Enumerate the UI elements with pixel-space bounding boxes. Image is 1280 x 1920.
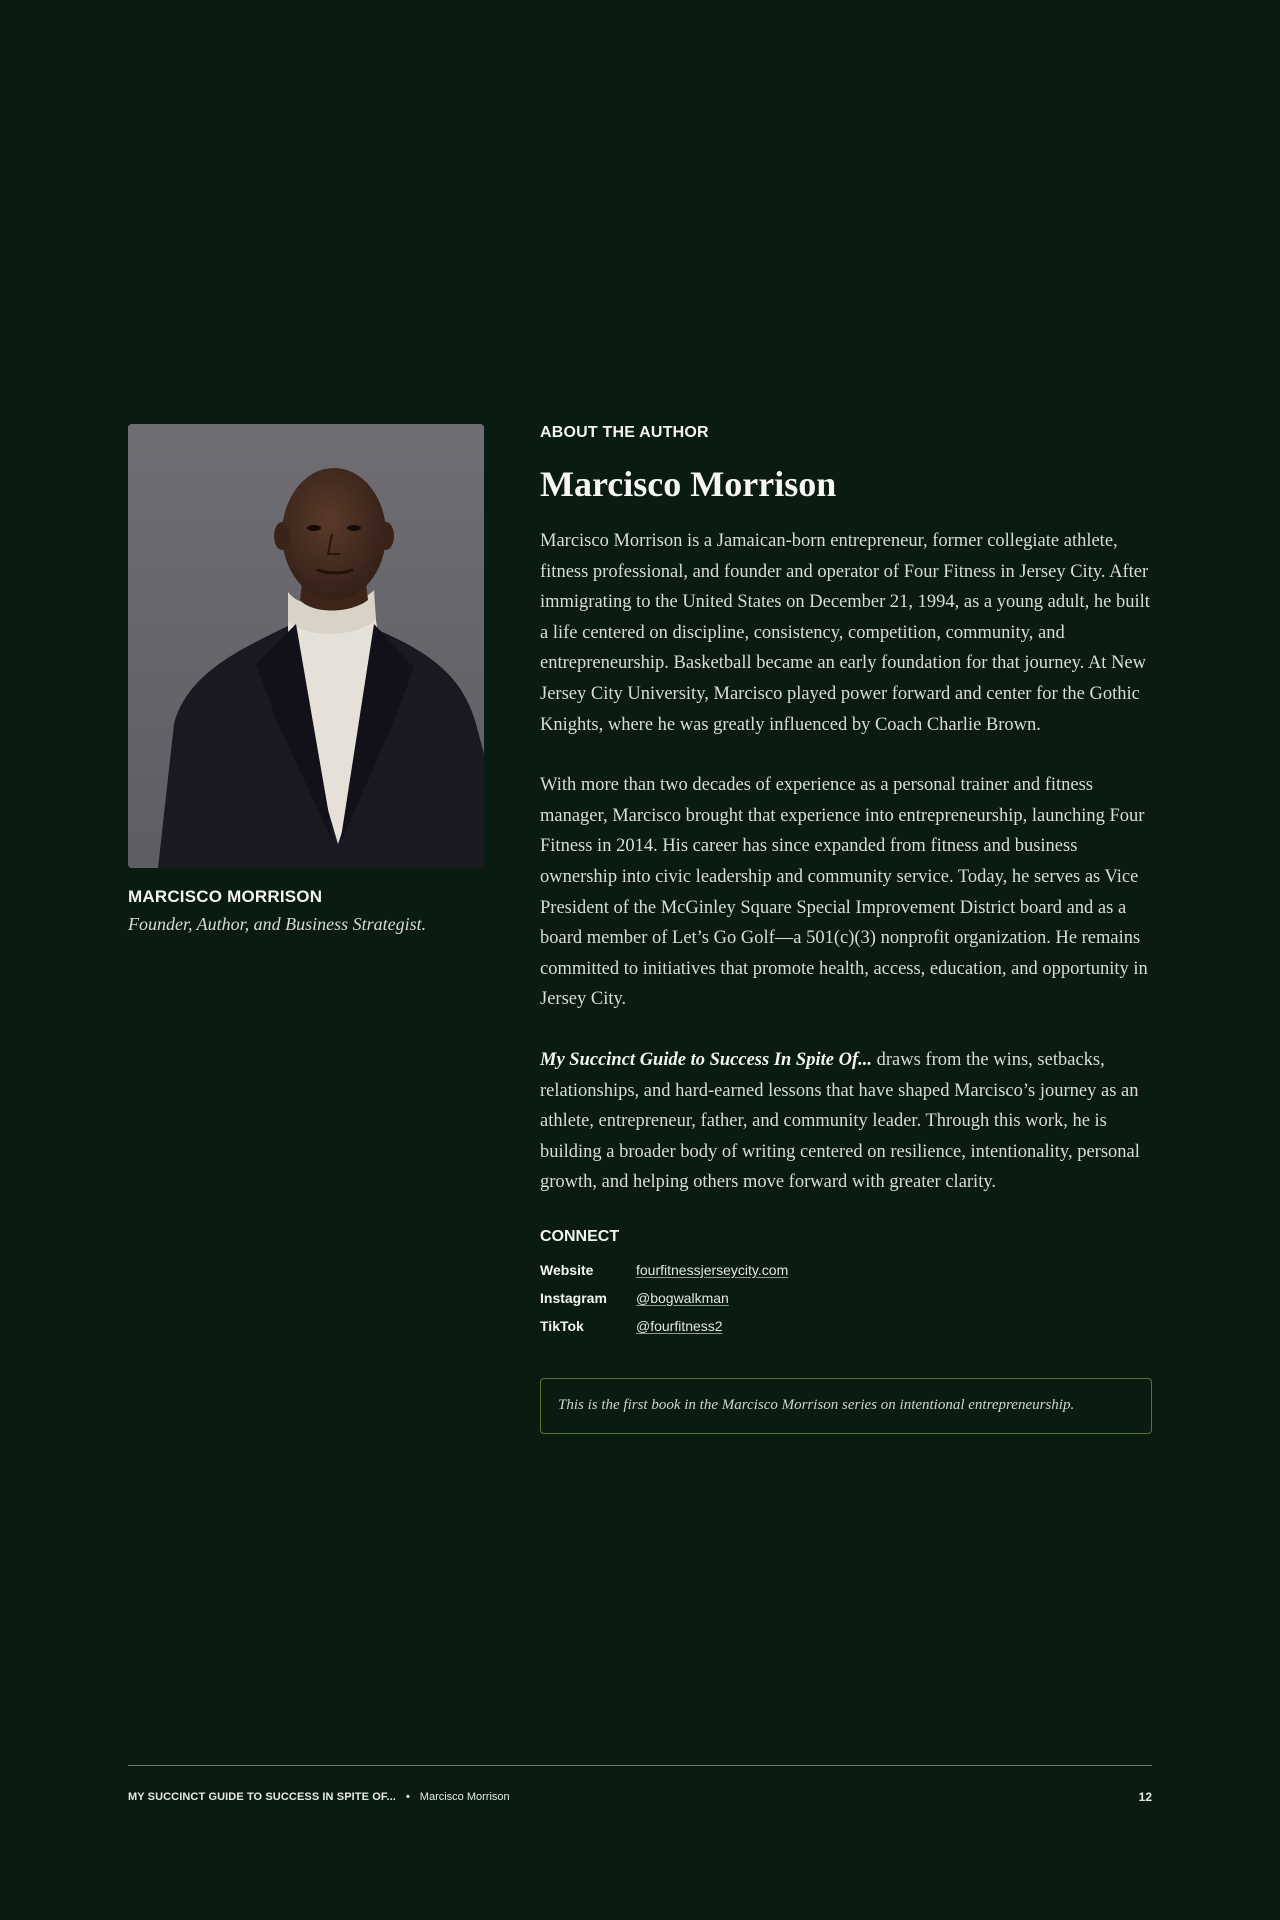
series-note-callout: This is the first book in the Marcisco Morrison series on intentional entrepreneurship. (540, 1378, 1152, 1434)
footer-separator: • (405, 1791, 410, 1803)
footer-book-title: MY SUCCINCT GUIDE TO SUCCESS IN SPITE OF... (128, 1791, 396, 1803)
website-link[interactable]: fourfitnessjerseycity.com (636, 1261, 789, 1278)
connect-label: Instagram (540, 1289, 607, 1306)
portrait-caption-name: MARCISCO MORRISON (128, 887, 323, 906)
section-eyebrow: ABOUT THE AUTHOR (540, 424, 709, 441)
connect-heading: CONNECT (540, 1227, 620, 1245)
author-bio (540, 526, 1152, 1198)
bio-paragraph: With more than two decades of experience as a personal trainer and fitness manager, Marcisco brought that experience into entrepreneurship, launching Four Fitness in 2014. His career has since expanded from fitness and business ownership into civic leadership and community service. Today, he serves as Vice President of the McGinley Square Special Improvement District board and as a board member of Let’s Go Golf—a 501(c)(3) nonprofit organization. He remains committed to initiatives that promote health, access, education, and opportunity in Jersey City. (540, 775, 1148, 1010)
bio-paragraph-text: draws from the wins, setbacks, relationships, and hard-earned lessons that have shaped Marcisco’s journey as an athlete, entrepreneur, father, and community leader. Through this work, he is building a broader body of writing centered on resilience, intentionality, personal growth, and helping others move forward with greater clarity. (540, 1049, 1140, 1193)
page-number: 12 (1138, 1790, 1152, 1804)
instagram-link[interactable]: @bogwalkman (636, 1289, 729, 1306)
portrait-caption-role: Founder, Author, and Business Strategist. (128, 914, 427, 934)
book-title: My Succinct Guide to Success In Spite Of... (540, 1049, 872, 1070)
author-photo (128, 424, 484, 868)
author-heading: Marcisco Morrison (540, 464, 837, 504)
footer-author: Marcisco Morrison (419, 1791, 510, 1803)
connect-label: Website (540, 1261, 594, 1278)
connect-row-instagram (540, 1290, 1152, 1318)
connect-label: TikTok (540, 1317, 584, 1334)
bio-paragraph: Marcisco Morrison is a Jamaican-born entrepreneur, former collegiate athlete, fitness professional, and founder and operator of Four Fitness in Jersey City. After immigrating to the United States on December 21, 1994, as a young adult, he built a life centered on discipline, consistency, competition, community, and entrepreneurship. Basketball became an early foundation for that journey. At New Jersey City University, Marcisco played power forward and center for the Gothic Knights, where he was greatly influenced by Coach Charlie Brown. (540, 531, 1150, 735)
tiktok-link[interactable]: @fourfitness2 (636, 1317, 723, 1334)
connect-row-tiktok (540, 1318, 1152, 1346)
page-footer (128, 1790, 1152, 1804)
footer-divider (128, 1765, 1152, 1766)
connect-row-website (540, 1262, 1152, 1290)
about-author-section (540, 424, 1152, 1434)
author-portrait (128, 424, 484, 868)
connect-list (540, 1262, 1152, 1346)
bio-paragraph (540, 1045, 1152, 1198)
